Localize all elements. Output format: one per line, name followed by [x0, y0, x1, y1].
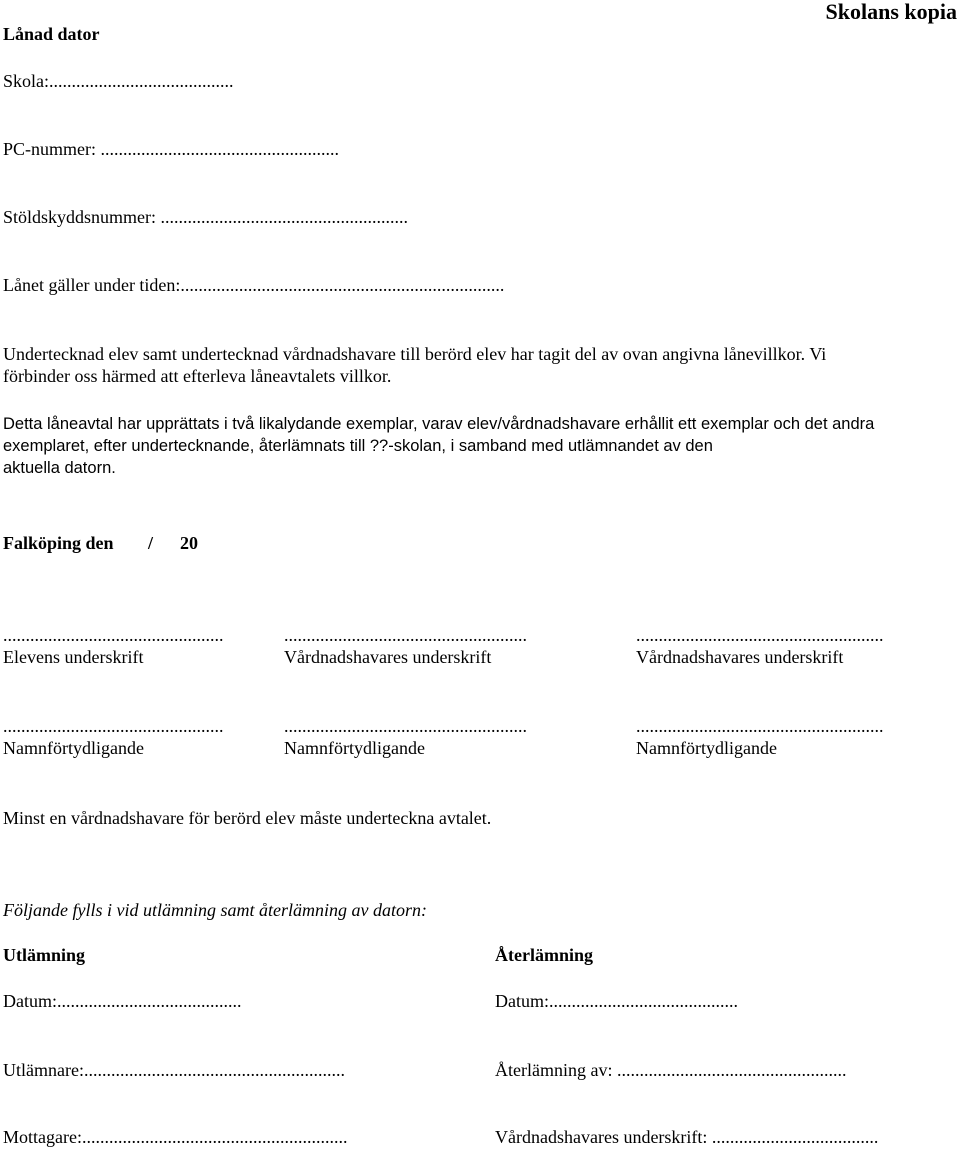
student-clarification-line: ................................................. — [3, 716, 224, 736]
return-date-field: Datum:.......................................... — [495, 991, 738, 1011]
pc-number-field: PC-nummer: ..................................................... — [3, 139, 339, 159]
student-clarification-label: Namnförtydligande — [3, 738, 144, 758]
issuer-field: Utlämnare:.......................................................... — [3, 1060, 345, 1080]
guardian-2-clarification-label: Namnförtydligande — [636, 738, 777, 758]
loan-period-field: Lånet gäller under tiden:........................................................................ — [3, 275, 505, 295]
year-label: 20 — [180, 533, 198, 553]
paragraph-1-line-2: förbinder oss härmed att efterleva låneavtalets villkor. — [3, 366, 392, 386]
guardian-2-clarification-line: ....................................................... — [636, 716, 884, 736]
theft-number-field: Stöldskyddsnummer: ....................................................... — [3, 207, 409, 227]
page-title: Lånad dator — [3, 24, 100, 44]
return-heading: Återlämning — [495, 945, 593, 965]
paragraph-1-line-1: Undertecknad elev samt undertecknad vårdnadshavare till berörd elev har tagit del av ovan angivna lånevillkor. Vi — [3, 344, 827, 364]
returned-by-field: Återlämning av: ................................................... — [495, 1060, 847, 1080]
date-slash: / — [148, 533, 154, 553]
guardian-2-signature-label: Vårdnadshavares underskrift — [636, 647, 844, 667]
guardian-signature-field: Vårdnadshavares underskrift: ..................................... — [495, 1127, 879, 1147]
receiver-field: Mottagare:........................................................... — [3, 1127, 348, 1147]
school-field: Skola:......................................... — [3, 71, 234, 91]
issue-heading: Utlämning — [3, 945, 86, 965]
issue-date-field: Datum:......................................... — [3, 991, 242, 1011]
paragraph-2-line-3: aktuella datorn. — [3, 459, 116, 477]
guardian-1-clarification-label: Namnförtydligande — [284, 738, 425, 758]
guardian-1-signature-line: ...................................................... — [284, 625, 527, 645]
guardian-1-signature-label: Vårdnadshavares underskrift — [284, 647, 492, 667]
place-label: Falköping den — [3, 533, 114, 553]
guardian-2-signature-line: ....................................................... — [636, 625, 884, 645]
paragraph-2-line-2: exemplaret, efter undertecknande, återlämnats till ??-skolan, i samband med utlämnandet av den — [3, 437, 713, 455]
paragraph-2-line-1: Detta låneavtal har upprättats i två likalydande exemplar, varav elev/vårdnadshavare erhållit ett exemplar och det andra — [3, 415, 875, 433]
footer-instruction: Följande fylls i vid utlämning samt återlämning av datorn: — [3, 900, 427, 920]
copy-label: Skolans kopia — [825, 0, 957, 24]
guardian-requirement-note: Minst en vårdnadshavare för berörd elev måste underteckna avtalet. — [3, 808, 492, 828]
student-signature-label: Elevens underskrift — [3, 647, 144, 667]
student-signature-line: ................................................. — [3, 625, 224, 645]
guardian-1-clarification-line: ...................................................... — [284, 716, 527, 736]
